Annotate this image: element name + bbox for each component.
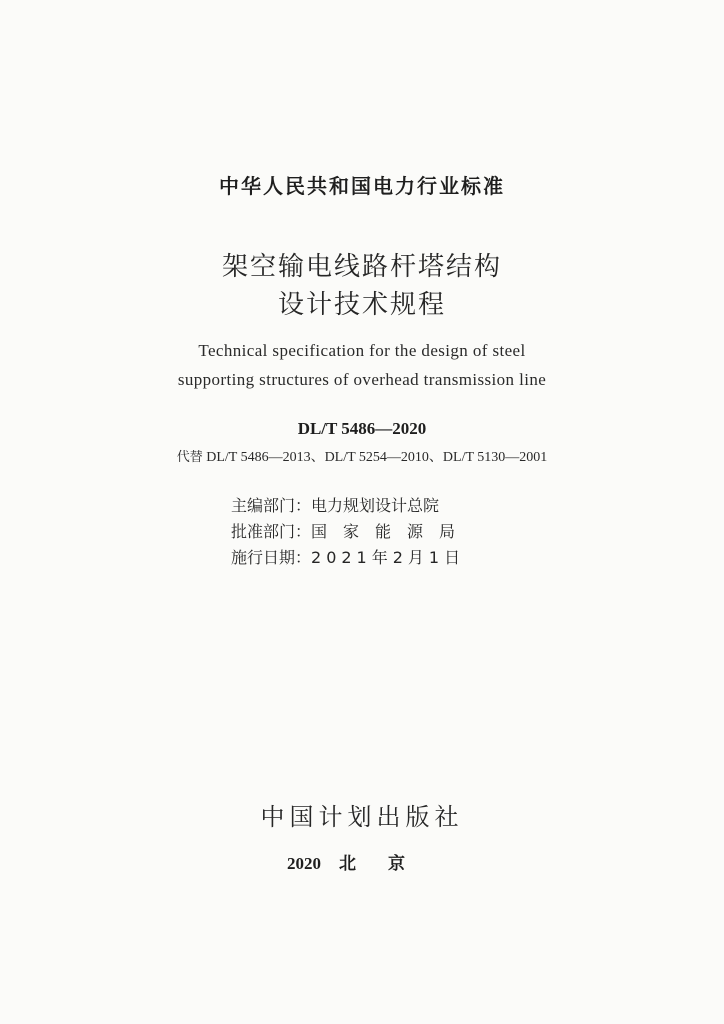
approver-label: 批准部门：: [231, 522, 312, 541]
info-block: [231, 493, 471, 571]
editor-label: 主编部门：: [231, 496, 312, 515]
effective-label: 施行日期：: [231, 548, 312, 567]
title-zh-line1: 架空输电线路杆塔结构: [221, 252, 502, 282]
publisher-name: 中国计划出版社: [260, 803, 464, 831]
title-zh-line2: 设计技术规程: [277, 290, 446, 320]
publication-place: [0, 849, 724, 874]
replaces-codes: DL/T 5486—2013、DL/T 5254—2010、DL/T 5130—2001: [206, 450, 548, 465]
effective-row: [231, 545, 471, 571]
replaces-prefix: 代替: [176, 450, 203, 465]
approver-value: 国家能源局: [311, 522, 472, 541]
standard-code: DL/T 5486—2020: [297, 419, 427, 438]
effective-value: 2021年2月1日: [311, 548, 466, 567]
publication-city: 北京: [339, 854, 437, 874]
standard-org-heading: 中华人民共和国电力行业标准: [219, 174, 505, 198]
title-en-line1: Technical specification for the design of steel: [198, 341, 526, 360]
title-en-line2: supporting structures of overhead transmission line: [177, 370, 547, 389]
replaces-line: [0, 446, 724, 466]
editor-row: [231, 493, 471, 519]
editor-value: 电力规划设计总院: [311, 496, 440, 515]
approver-row: [231, 519, 471, 545]
publication-year: 2020: [287, 854, 321, 873]
